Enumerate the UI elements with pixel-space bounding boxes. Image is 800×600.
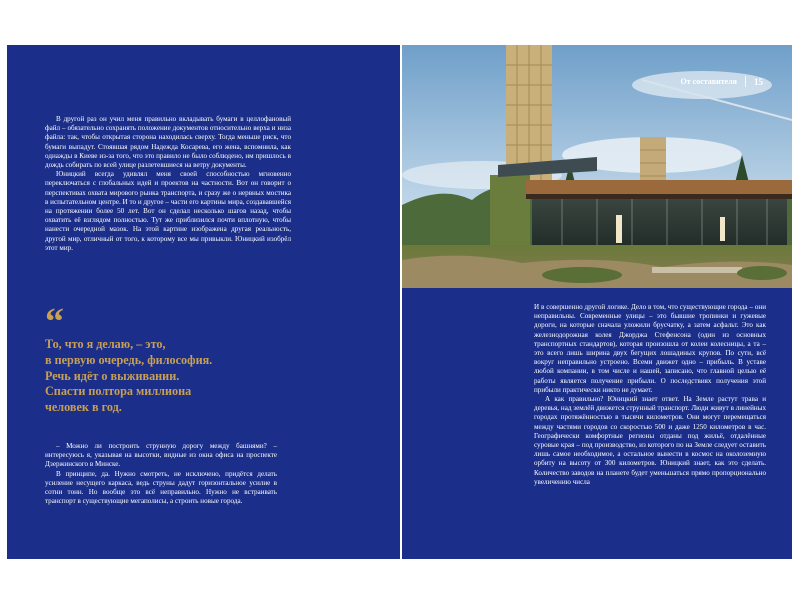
header-divider xyxy=(745,76,746,87)
pull-quote-line: в первую очередь, философия. xyxy=(45,352,213,367)
paragraph: А как правильно? Юницкий знает ответ. На Земле растут трава и деревья, над землёй движется струнный транспорт. Люди живут в линейных городах протяжённостью в тысячи километров. Они могут перемещаться между частями городов со скоростью 500 и даже 1250 километров в час. Географически комфортные регионы отданы под жильё, отдалённые суровые края – под производство, из которого по на Земле следует оставить лишь самое необходимое, а остальное вынести в космос на околоземную орбиту на высоту от 300 километров. Юницкий знает, как это сделать. Количество заводов на планете будет уменьшаться прямо пропорционально увеличению числа xyxy=(534,395,766,486)
paragraph: – Можно ли построить струнную дорогу между башнями? – интересуюсь я, указывая на высотки, видные из окна офиса на проспекте Дзержинского в Минске. xyxy=(45,442,277,469)
pull-quote-line: человек в год. xyxy=(45,400,122,415)
body-text-top xyxy=(45,115,291,253)
pull-quote xyxy=(45,337,285,416)
pull-quote-line: Речь идёт о выживании. xyxy=(45,368,180,383)
left-page xyxy=(7,45,400,559)
right-page xyxy=(402,45,792,559)
pull-quote-line: То, что я делаю, – это, xyxy=(45,337,166,351)
quote-mark-icon: “ xyxy=(45,301,64,343)
pull-quote-line: Спасти полтора миллиона xyxy=(45,384,192,399)
paragraph: И в совершенно другой логике. Дело в том, что существующие города – они неправильны. Современные улицы – это бывшие тропинки и гужевые дороги, на которые сначала уложили брусчатку, а затем асфальт. Это как железнодорожная колея Джорджа Стефенсона (один из основных транспортных стандартов), которая произошла от колеи колесницы, а та – это всего лишь ширина двух бегущих лошадиных крупов. По сути, всё вокруг неправильно устроено. Всеми движет одно – прибыль. В уставе любой компании, в том числе и нашей, записано, что главной целью её работы является получение прибыли. О последствиях получения этой прибыли практически никто не думает. xyxy=(534,303,766,394)
paragraph: В другой раз он учил меня правильно вкладывать бумаги в целлофановый файл – обязательно сохранять положение документов относительно верха и низа файла: так, чтобы открытая сторона находилась сверху. Тогда меньше риск, что бумаги выпадут. Стоявшая рядом Надежда Косарева, его жена, вспомнила, как однажды в Киеве из-за того, что это правило не было соблюдено, им пришлось в дождь собирать по всей улице разлетевшиеся на ветру документы. xyxy=(45,115,291,170)
page-header xyxy=(680,76,763,87)
paragraph: Юницкий всегда удивлял меня своей способностью мгновенно переключаться с глобальных идей и проектов на частности. Вот он говорит о перспективах охвата мирового рынка транспорта, и сразу же о нервных мостика в испытательном центре. И то и другое – части его картины мира, создававшейся на протяжении более 50 лет. Вот он сделал несколько шагов назад, чтобы охватить её взглядом полностью. Тут же приблизился почти вплотную, чтобы нанести очередной мазок. На этой картине изображена другая реальность, другой мир, отличный от того, к которому все мы привыкли. Юницкий изобрёл этот мир. xyxy=(45,170,291,252)
page-number: 15 xyxy=(754,76,763,87)
section-title: От составителя xyxy=(680,77,737,86)
paragraph: В принципе, да. Нужно смотреть, не исключено, придётся делать усиление несущего каркаса, ведь струны дадут горизонтальное усилие в сотни тонн. Но вообще это всё неправильно. Нужно не встраивать транспорт в существующие мегаполисы, а строить новые города. xyxy=(45,469,277,506)
body-text-right xyxy=(534,303,766,487)
body-text-bottom xyxy=(45,442,277,506)
